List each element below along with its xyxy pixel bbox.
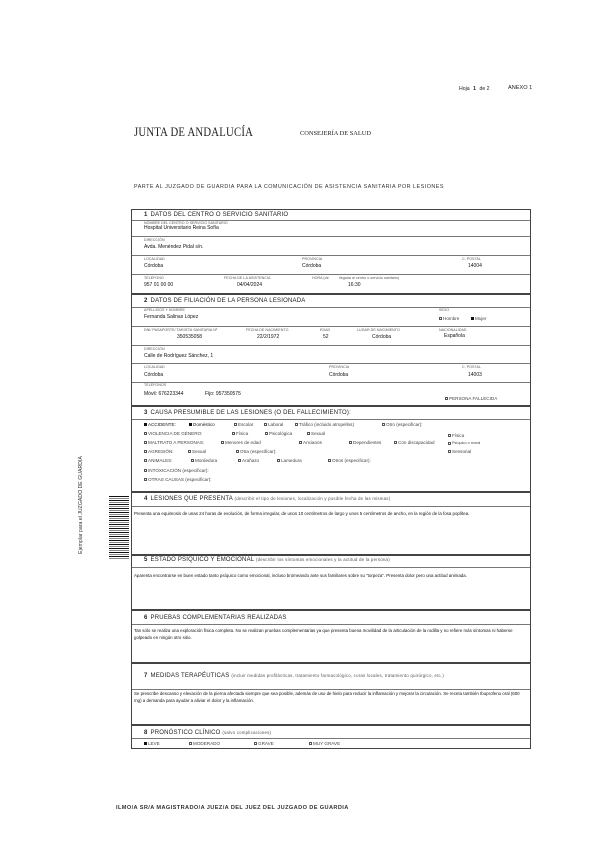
aggression-other[interactable]: Otra (especificar): <box>236 449 277 454</box>
cause-intoxication[interactable]: INTOXICACIÓN (especificar): <box>144 468 209 473</box>
section8-heading: 8 PRONÓSTICO CLÍNICO (salvo complicaciones) <box>144 730 272 736</box>
sex-female[interactable]: Mujer <box>471 316 487 321</box>
section-injuries <box>131 492 531 555</box>
injuries-text[interactable]: Presenta una equimosis de unas 24 horas de evolución, de forma irregular, de unos 10 centímetros de largo y unos 5 centímetros de ancho, en la región de la fosa poplítea. <box>134 511 470 516</box>
section-tests <box>131 610 531 663</box>
cause-school[interactable]: Escolar <box>234 422 253 427</box>
section6-heading: 6 PRUEBAS COMPLEMENTARIAS REALIZADAS <box>144 615 287 621</box>
center-province: Córdoba <box>302 263 322 269</box>
footer-recipient: ILMO/A SR/A MAGISTRADO/A JUEZ/A DEL JUEZ DEL JUZGADO DE GUARDIA <box>116 805 349 811</box>
ministry-label: CONSEJERÍA DE SALUD <box>300 130 372 137</box>
animal-lick[interactable]: Lamedura <box>277 458 302 463</box>
assistance-time: 16:30 <box>348 282 361 288</box>
patient-mobile: Móvil: 676223344 <box>144 391 184 397</box>
annex-label: ANEXO 1 <box>508 85 533 91</box>
prognosis-mild[interactable]: LEVE <box>144 741 160 746</box>
patient-nationality: Española <box>444 333 465 339</box>
patient-locality: Córdoba <box>144 372 164 378</box>
cause-animals[interactable]: ANIMALES: <box>144 458 173 463</box>
side-label: Ejemplar para el JUZGADO DE GUARDIA <box>78 456 84 554</box>
violence-sexual[interactable]: Sexual <box>307 431 325 436</box>
patient-province: Córdoba <box>329 372 349 378</box>
deceased-checkbox[interactable]: PERSONA FALLECIDA <box>445 396 497 401</box>
cause-abuse[interactable]: MALTRATO A PERSONAS: <box>144 440 204 445</box>
center-name: Hospital Universitario Reina Sofía <box>144 225 219 231</box>
abuse-minors[interactable]: Menores de edad <box>221 440 261 445</box>
cause-traffic[interactable]: Tráfico (incluido atropellos) <box>295 422 354 427</box>
aggression-sexual[interactable]: Sexual <box>188 449 206 454</box>
section-emotional <box>131 555 531 610</box>
abuse-elderly[interactable]: Ancianos <box>299 440 322 445</box>
center-phone: 957 01 00 00 <box>144 282 174 288</box>
abuse-psychic[interactable]: Psíquico o moral <box>448 441 480 445</box>
cause-work[interactable]: Laboral <box>264 422 283 427</box>
page-number: Hoja 1 de 2 <box>459 86 490 92</box>
patient-dni: 350535058 <box>177 334 203 340</box>
patient-age: 52 <box>323 334 329 340</box>
section2-heading: 2 DATOS DE FILIACIÓN DE LA PERSONA LESIONADA <box>144 298 306 304</box>
patient-postal: 14003 <box>468 372 482 378</box>
section5-heading: 5 ESTADO PSÍQUICO Y EMOCIONAL (describir los síntomas emocionales y la actitud de la persona) <box>144 557 390 563</box>
animal-bite[interactable]: Mordedura <box>191 458 217 463</box>
center-locality: Córdoba <box>144 263 164 269</box>
animal-scratch[interactable]: Arañazo <box>238 458 259 463</box>
abuse-dependents[interactable]: Dependientes <box>349 440 381 445</box>
section3-heading: 3 CAUSA PRESUMIBLE DE LAS LESIONES (O DEL FALLECIMIENTO): <box>144 410 351 416</box>
section-treatment <box>131 663 531 725</box>
cause-accident-other[interactable]: Otro (especificar): <box>382 422 423 427</box>
patient-address: Calle de Rodríguez Sánchez, 1 <box>144 353 214 359</box>
patient-landline: Fijo: 957350575 <box>205 391 241 397</box>
logo: JUNTA DE ANDALUCÍA <box>134 124 254 139</box>
section-prognosis <box>131 725 531 749</box>
violence-physical[interactable]: Física <box>232 431 248 436</box>
assistance-date: 04/04/2024 <box>237 282 263 288</box>
abuse-disability[interactable]: Con discapacidad <box>394 440 435 445</box>
cause-gender-violence[interactable]: VIOLENCIA DE GÉNERO: <box>144 431 202 436</box>
barcode <box>109 496 129 560</box>
sex-male[interactable]: Hombre <box>439 316 459 321</box>
cause-aggression[interactable]: AGRESIÓN: <box>144 449 174 454</box>
prognosis-moderate[interactable]: MODERADO <box>189 741 220 746</box>
center-postal: 14004 <box>468 263 482 269</box>
patient-birthplace: Córdoba <box>372 334 392 340</box>
section1-heading: 1 DATOS DEL CENTRO O SERVICIO SANITARIO <box>144 212 289 218</box>
cause-accident[interactable]: ACCIDENTE: <box>144 422 176 427</box>
section-center: 1 DATOS DEL CENTRO O SERVICIO SANITARIO NOMBRE DEL CENTRO O SERVICIO SANITARIO Hospital Universitario Reina Sofía DIRECCIÓN Avda. Menéndez Pidal s/n. LOCALIDAD Córdoba PROVINCIA Córdoba C. POSTAL 14004 TELÉFONO 957 01 00 00 FECHA DE LA ASISTENCIA 04/04/2024 HORA (de llegada al centro o servicio sanitario) 16:30 <box>131 209 531 294</box>
center-address: Avda. Menéndez Pidal s/n. <box>144 244 204 250</box>
treatment-text[interactable]: Se prescribe descanso y elevación de la pierna afectada siempre que sea posible, además de uso de hielo para reducir la inflamación y mejorar la circulación. Se receta también Ibuprofeno oral (600 mg) a demanda para ayudar a aliviar el dolor y la inflamación. <box>134 691 520 703</box>
prognosis-very-severe[interactable]: MUY GRAVE <box>309 741 340 746</box>
section7-heading: 7 MEDIDAS TERAPÉUTICAS (incluir medidas profilácticas, tratamiento farmacológico, curas locales, tratamiento quirúrgico, etc.) <box>144 673 444 679</box>
abuse-sensorial[interactable]: Sensorial <box>448 449 471 454</box>
page-current: 1 <box>473 86 477 92</box>
violence-psychological[interactable]: Psicológica <box>265 431 292 436</box>
patient-dob: 22/2/1972 <box>257 334 280 340</box>
animal-other[interactable]: Otros (especificar): <box>328 458 371 463</box>
document-title: PARTE AL JUZGADO DE GUARDIA PARA LA COMUNICACIÓN DE ASISTENCIA SANITARIA POR LESIONES <box>134 184 444 190</box>
patient-name: Fernanda Salinas López <box>144 314 199 320</box>
section-patient: 2 DATOS DE FILIACIÓN DE LA PERSONA LESIONADA APELLIDOS Y NOMBRE Fernanda Salinas López SEXO Hombre Mujer DNI/ PASAPORTE/ TARJETA SANITARIA Nº 350535058 FECHA DE NACIMIENTO 22/2/1972 EDAD 52 LUGAR DE NACIMIENTO Córdoba NACIONALIDAD Española DIRECCIÓN Calle de Rodríguez Sánchez, 1 LOCALIDAD Córdoba PROVINCIA Córdoba C. POSTAL 14003 TELÉFONOS Móvil: 676223344 Fijo: 957350575 PERSONA FALLECIDA <box>131 294 531 406</box>
cause-domestic[interactable]: Doméstico <box>189 422 215 427</box>
emotional-text[interactable]: Aparenta encontrarse en buen estado tanto psíquico como emocional, incluso bromeando ante sus familiares sobre su "torpeza". Presenta dolor pero una actitud animada. <box>134 573 467 578</box>
prognosis-severe[interactable]: GRAVE <box>254 741 274 746</box>
abuse-physical[interactable]: Física <box>448 433 464 438</box>
section4-heading: 4 LESIONES QUE PRESENTA (describir el tipo de lesiones, localización y posible fecha de las mismas) <box>144 496 391 502</box>
cause-other[interactable]: OTRAS CAUSAS (especificar): <box>144 477 212 482</box>
tests-text[interactable]: Tan sólo se realiza una exploración física completa. No se realizan pruebas complementarias ya que presenta buena movilidad de la articulación de la rodilla y no refiere más síntomas ni haberse golpeado en ningún otro sitio. <box>134 628 513 640</box>
section-cause <box>131 406 531 492</box>
